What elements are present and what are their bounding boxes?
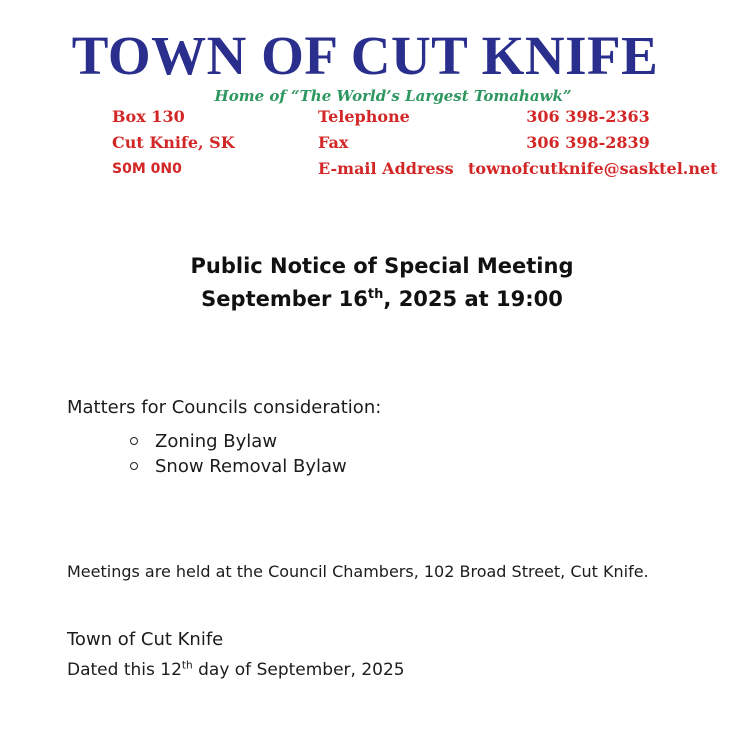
contact-info-block [112,104,718,182]
town-title: TOWN OF CUT KNIFE [71,25,659,86]
list-item-snow-removal-bylaw [67,454,710,479]
contact-fax-number: 306 398-2839 [526,133,650,152]
circle-bullet-icon [130,437,138,445]
circle-bullet-icon [130,462,138,470]
contact-email-address: townofcutknife@sasktel.net [468,159,718,178]
matters-list [67,429,710,479]
meeting-date-prefix: September 16 [201,287,368,311]
meeting-date-ordinal: th [367,287,384,302]
meeting-date-suffix: , 2025 at 19:00 [383,287,563,311]
dated-line [67,657,405,683]
contact-telephone-number: 306 398-2363 [526,107,650,126]
signature-town-name: Town of Cut Knife [67,629,224,650]
dated-suffix: day of September, 2025 [192,660,405,680]
dated-ordinal: th [181,659,193,672]
dated-prefix: Dated this 12 [67,660,182,680]
notice-heading [0,250,730,316]
meeting-location-line: Meetings are held at the Council Chambers, 102 Broad Street, Cut Knife. [67,562,649,581]
list-item-zoning-bylaw [67,429,710,454]
notice-heading-line1: Public Notice of Special Meeting [190,254,574,278]
contact-email-label: E-mail Address [318,159,454,178]
contact-fax-label: Fax [318,133,349,152]
town-tagline: Home of “The World’s Largest Tomahawk” [214,87,572,105]
list-item-label: Snow Removal Bylaw [155,456,347,477]
contact-town-province: Cut Knife, SK [112,133,235,152]
contact-postal-code: S0M 0N0 [112,161,182,177]
contact-telephone-label: Telephone [318,107,410,126]
list-item-label: Zoning Bylaw [155,431,278,452]
contact-box-number: Box 130 [112,107,185,126]
notice-heading-line2 [34,283,730,316]
matters-label: Matters for Councils consideration: [67,397,382,418]
